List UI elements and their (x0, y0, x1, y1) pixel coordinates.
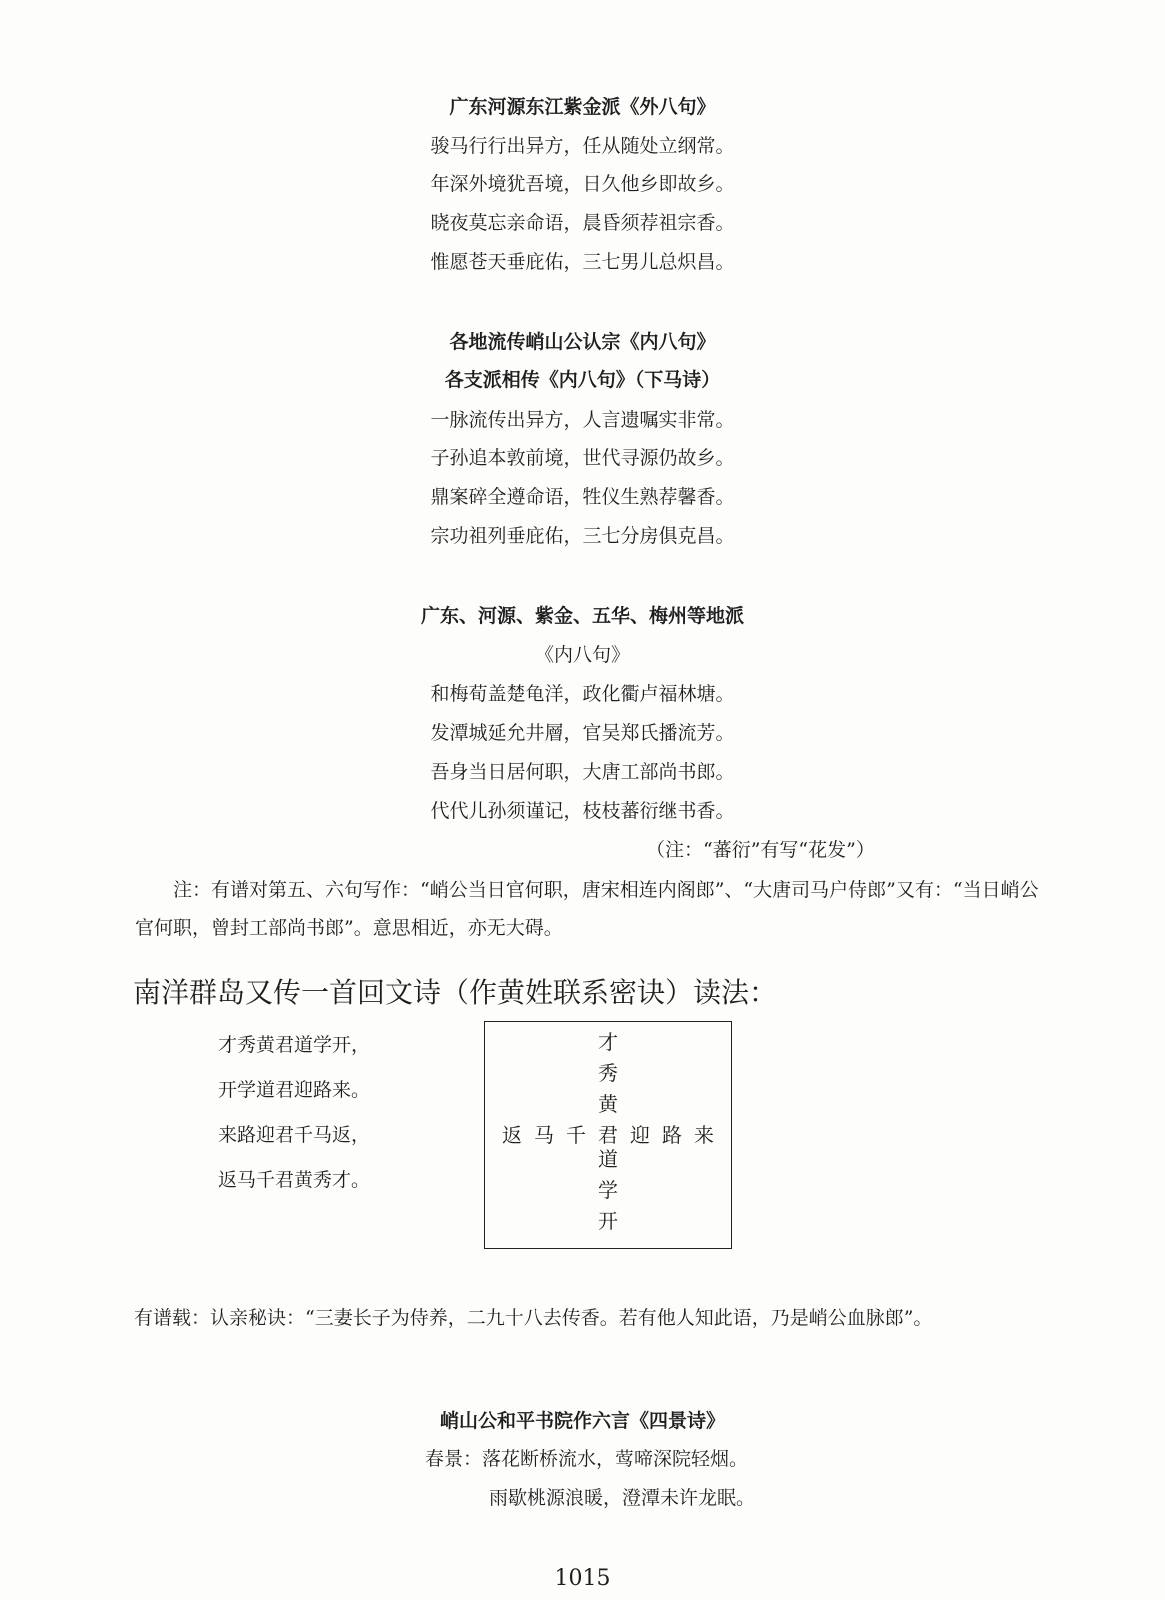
section4-spring-line-2: 雨歇桃源浪暖，澄潭未许龙眠。 (489, 1487, 756, 1509)
note-paragraph: 注：有谱对第五、六句写作：“峭公当日官何职，唐宋相连内阁郎”、“大唐司马户侍郎”又有：“当日峭公官何职，曾封工部尚书郎”。意思相近，亦无大碍。 (135, 879, 1039, 939)
diagram-char-v1: 才 (598, 1030, 618, 1054)
diagram-char-l3: 千 (566, 1123, 586, 1147)
section2-subtitle: 各支派相传《内八句》（下马诗） (444, 369, 721, 391)
diagram-char-r3: 来 (694, 1123, 714, 1147)
section3-inline-note: （注：“蕃衍”有写“花发”） (646, 839, 875, 861)
diagram-char-v6: 学 (598, 1178, 618, 1202)
section3-line-4: 代代儿孙须谨记，枝枝蕃衍继书香。 (430, 800, 735, 822)
page-number: 1015 (554, 1566, 611, 1591)
section3-line-1: 和梅荀盖楚龟洋，政化衢卢福林塘。 (430, 683, 735, 705)
section1-line-2: 年深外境犹吾境，日久他乡即故乡。 (430, 173, 735, 195)
section2-line-3: 鼎案碎全遵命语，牲仪生熟荐馨香。 (430, 486, 735, 508)
diagram-char-l1: 返 (502, 1123, 522, 1147)
diagram-char-v7: 开 (598, 1209, 618, 1233)
palindrome-line-2: 开学道君迎路来。 (218, 1079, 371, 1101)
diagram-char-v2: 秀 (598, 1061, 618, 1085)
palindrome-line-4: 返马千君黄秀才。 (218, 1169, 371, 1191)
section3-subtitle: 《内八句》 (534, 644, 630, 666)
section1-line-1: 骏马行行出异方，任从随处立纲常。 (430, 135, 735, 157)
section2-line-2: 子孙追本敦前境，世代寻源仍故乡。 (430, 447, 735, 469)
palindrome-line-1: 才秀黄君道学开， (218, 1034, 371, 1056)
secret-line: 有谱载：认亲秘诀：“三妻长子为侍养，二九十八去传香。若有他人知此语，乃是峭公血脉郎”。 (134, 1307, 933, 1329)
section3-line-3: 吾身当日居何职，大唐工部尚书郎。 (430, 761, 735, 783)
diagram-char-l2: 马 (534, 1123, 554, 1147)
diagram-char-v3: 黄 (598, 1092, 618, 1116)
section1-line-4: 惟愿苍天垂庇佑，三七男儿总炽昌。 (430, 251, 735, 273)
diagram-char-r2: 路 (662, 1123, 682, 1147)
section2-title: 各地流传峭山公认宗《内八句》 (449, 331, 716, 353)
section3-title: 广东、河源、紫金、五华、梅州等地派 (420, 605, 744, 627)
palindrome-title: 南洋群岛又传一首回文诗（作黄姓联系密诀）读法： (133, 976, 778, 1009)
section2-line-1: 一脉流传出异方，人言遗嘱实非常。 (430, 409, 735, 431)
diagram-char-v4: 君 (598, 1123, 618, 1147)
section4-spring-line-1: 春景：落花断桥流水，莺啼深院轻烟。 (425, 1448, 749, 1470)
palindrome-diagram (484, 1021, 732, 1249)
section4-title: 峭山公和平书院作六言《四景诗》 (439, 1410, 725, 1432)
section1-title: 广东河源东江紫金派《外八句》 (449, 96, 716, 118)
section1-line-3: 晓夜莫忘亲命语，晨昏须荐祖宗香。 (430, 212, 735, 234)
diagram-char-v5: 道 (598, 1147, 618, 1171)
palindrome-line-3: 来路迎君千马返， (218, 1124, 371, 1146)
section3-line-2: 发潭城延允井層，官吴郑氏播流芳。 (430, 722, 735, 744)
diagram-char-r1: 迎 (630, 1123, 650, 1147)
section2-line-4: 宗功祖列垂庇佑，三七分房俱克昌。 (430, 525, 735, 547)
